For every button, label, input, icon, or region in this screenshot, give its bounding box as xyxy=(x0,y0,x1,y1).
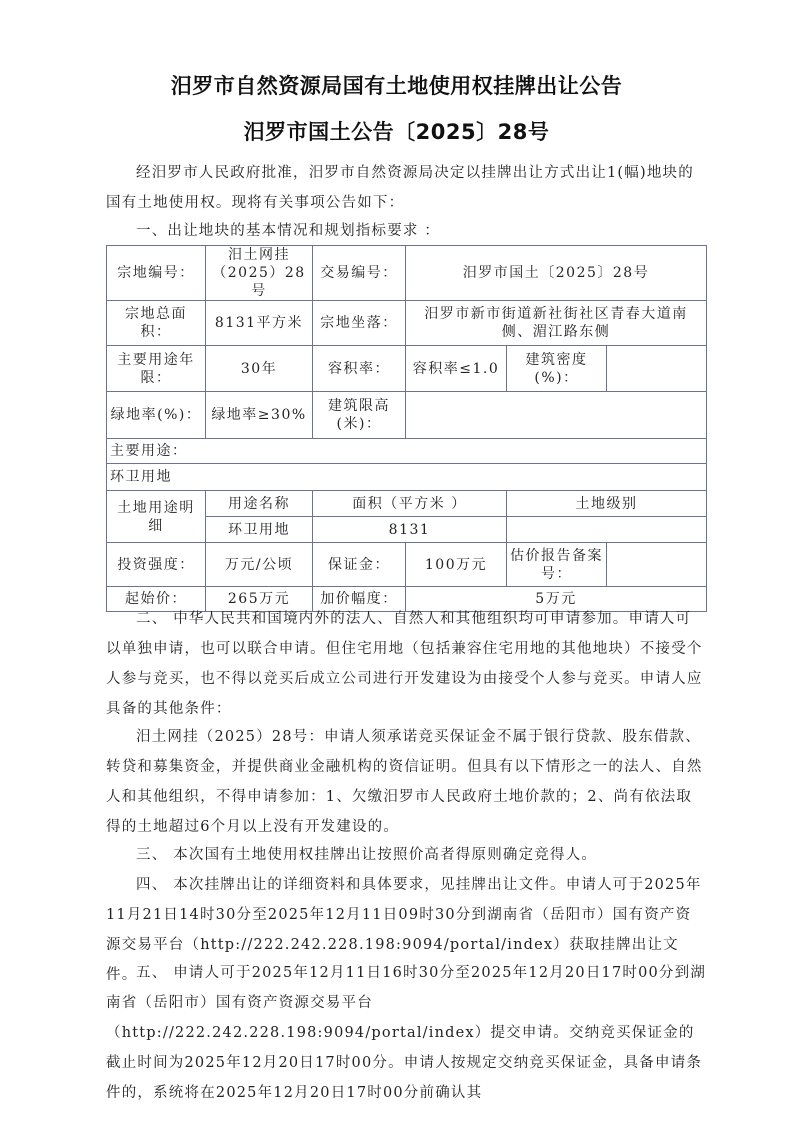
main-use-value: 环卫用地 xyxy=(107,464,707,491)
use-name-header: 用途名称 xyxy=(206,491,313,517)
section-5-paragraph: 五、 申请人可于2025年12月11日16时30分至2025年12月20日17时00分到湖南省（岳阳市）国有资产资源交易平台（http://222.242.228.198:9094/portal/index）提交申请。交纳竞买保证金的截止时间为2025年12月20日17时00分。申请人按规定交纳竞买保证金，具备申请条件的，系统将在2025年12月20日17时00分前确认其 xyxy=(106,965,707,1101)
land-grade-cell xyxy=(507,517,707,543)
trade-no-label: 交易编号： xyxy=(313,246,406,301)
height-limit-value xyxy=(406,392,707,439)
section-1-heading: 一、出让地块的基本情况和规划指标要求 ： xyxy=(136,223,441,239)
section-2-conditions: 汨土网挂（2025）28号：申请人须承诺竞买保证金不属于银行贷款、股东借款、转贷和募集资金，并提供商业金融机构的资信证明。但具有以下情形之一的法人、自然人和其他组织，不得申请参加：1、欠缴汨罗市人民政府土地价款的；2、尚有依法取得的土地超过6个月以上没有开发建设的。 xyxy=(106,729,703,835)
total-area-label: 宗地总面积： xyxy=(107,301,206,346)
table-row xyxy=(107,301,707,346)
parcel-no-label: 宗地编号： xyxy=(107,246,206,301)
far-label: 容积率： xyxy=(313,346,406,392)
table-row xyxy=(107,246,707,301)
trade-no-value: 汨罗市国土〔2025〕28号 xyxy=(406,246,707,301)
start-price-label: 起始价： xyxy=(107,587,206,612)
density-label: 建筑密度(%)： xyxy=(507,346,607,392)
table-row xyxy=(107,491,707,517)
intro-paragraph: 经汨罗市人民政府批准，汨罗市自然资源局决定以挂牌出让方式出让1(幅)地块的国有土地使用权。现将有关事项公告如下： xyxy=(106,165,694,211)
section-4-paragraph: 四、 本次挂牌出让的详细资料和具体要求，见挂牌出让文件。申请人可于2025年11月21日14时30分至2025年12月11日09时30分到湖南省（岳阳市）国有资产资源交易平台（http://222.242.228.198:9094/portal/index）获取挂牌出让文件。 xyxy=(106,877,702,983)
use-detail-label: 土地用途明细 xyxy=(107,491,206,543)
appraisal-label: 估价报告备案号： xyxy=(507,543,607,587)
far-value: 容积率≤1.0 xyxy=(406,346,507,392)
section-2-paragraph: 二、 中华人民共和国境内外的法人、自然人和其他组织均可申请参加。申请人可以单独申请，也可以联合申请。但住宅用地（包括兼容住宅用地的其他地块）不接受个人参与竞买，也不得以竞买后成立公司进行开发建设为由接受个人参与竞买。申请人应具备的其他条件： xyxy=(106,611,703,717)
investment-value: 万元/公顷 xyxy=(206,543,313,587)
total-area-value: 8131平方米 xyxy=(206,301,313,346)
use-name-cell: 环卫用地 xyxy=(206,517,313,543)
document-number: 汨罗市国土公告〔2025〕28号 xyxy=(243,120,550,144)
height-limit-label: 建筑限高(米)： xyxy=(313,392,406,439)
start-price-value: 265万元 xyxy=(206,587,313,612)
table-row xyxy=(107,439,707,464)
term-label: 主要用途年限： xyxy=(107,346,206,392)
announcement-title: 汨罗市自然资源局国有土地使用权挂牌出让公告 xyxy=(170,74,623,98)
parcel-info-table xyxy=(106,245,707,612)
use-area-header: 面积（平方米 ） xyxy=(313,491,507,517)
location-value: 汨罗市新市街道新社街社区青春大道南侧、湄江路东侧 xyxy=(406,301,707,346)
table-row xyxy=(107,464,707,491)
main-use-label: 主要用途： xyxy=(107,439,707,464)
location-label: 宗地坐落： xyxy=(313,301,406,346)
parcel-no-value: 汨土网挂（2025）28号 xyxy=(206,246,313,301)
land-grade-header: 土地级别 xyxy=(507,491,707,517)
green-ratio-value: 绿地率≥30% xyxy=(206,392,313,439)
deposit-value: 100万元 xyxy=(406,543,507,587)
increment-label: 加价幅度： xyxy=(313,587,406,612)
density-value xyxy=(607,346,707,392)
section-3-paragraph: 三、 本次国有土地使用权挂牌出让按照价高者得原则确定竞得人。 xyxy=(136,847,598,863)
term-value: 30年 xyxy=(206,346,313,392)
green-ratio-label: 绿地率(%)： xyxy=(107,392,206,439)
use-area-cell: 8131 xyxy=(313,517,507,543)
increment-value: 5万元 xyxy=(406,587,707,612)
investment-label: 投资强度： xyxy=(107,543,206,587)
appraisal-value xyxy=(607,543,707,587)
table-row xyxy=(107,543,707,587)
table-row xyxy=(107,346,707,392)
table-row xyxy=(107,392,707,439)
deposit-label: 保证金： xyxy=(313,543,406,587)
